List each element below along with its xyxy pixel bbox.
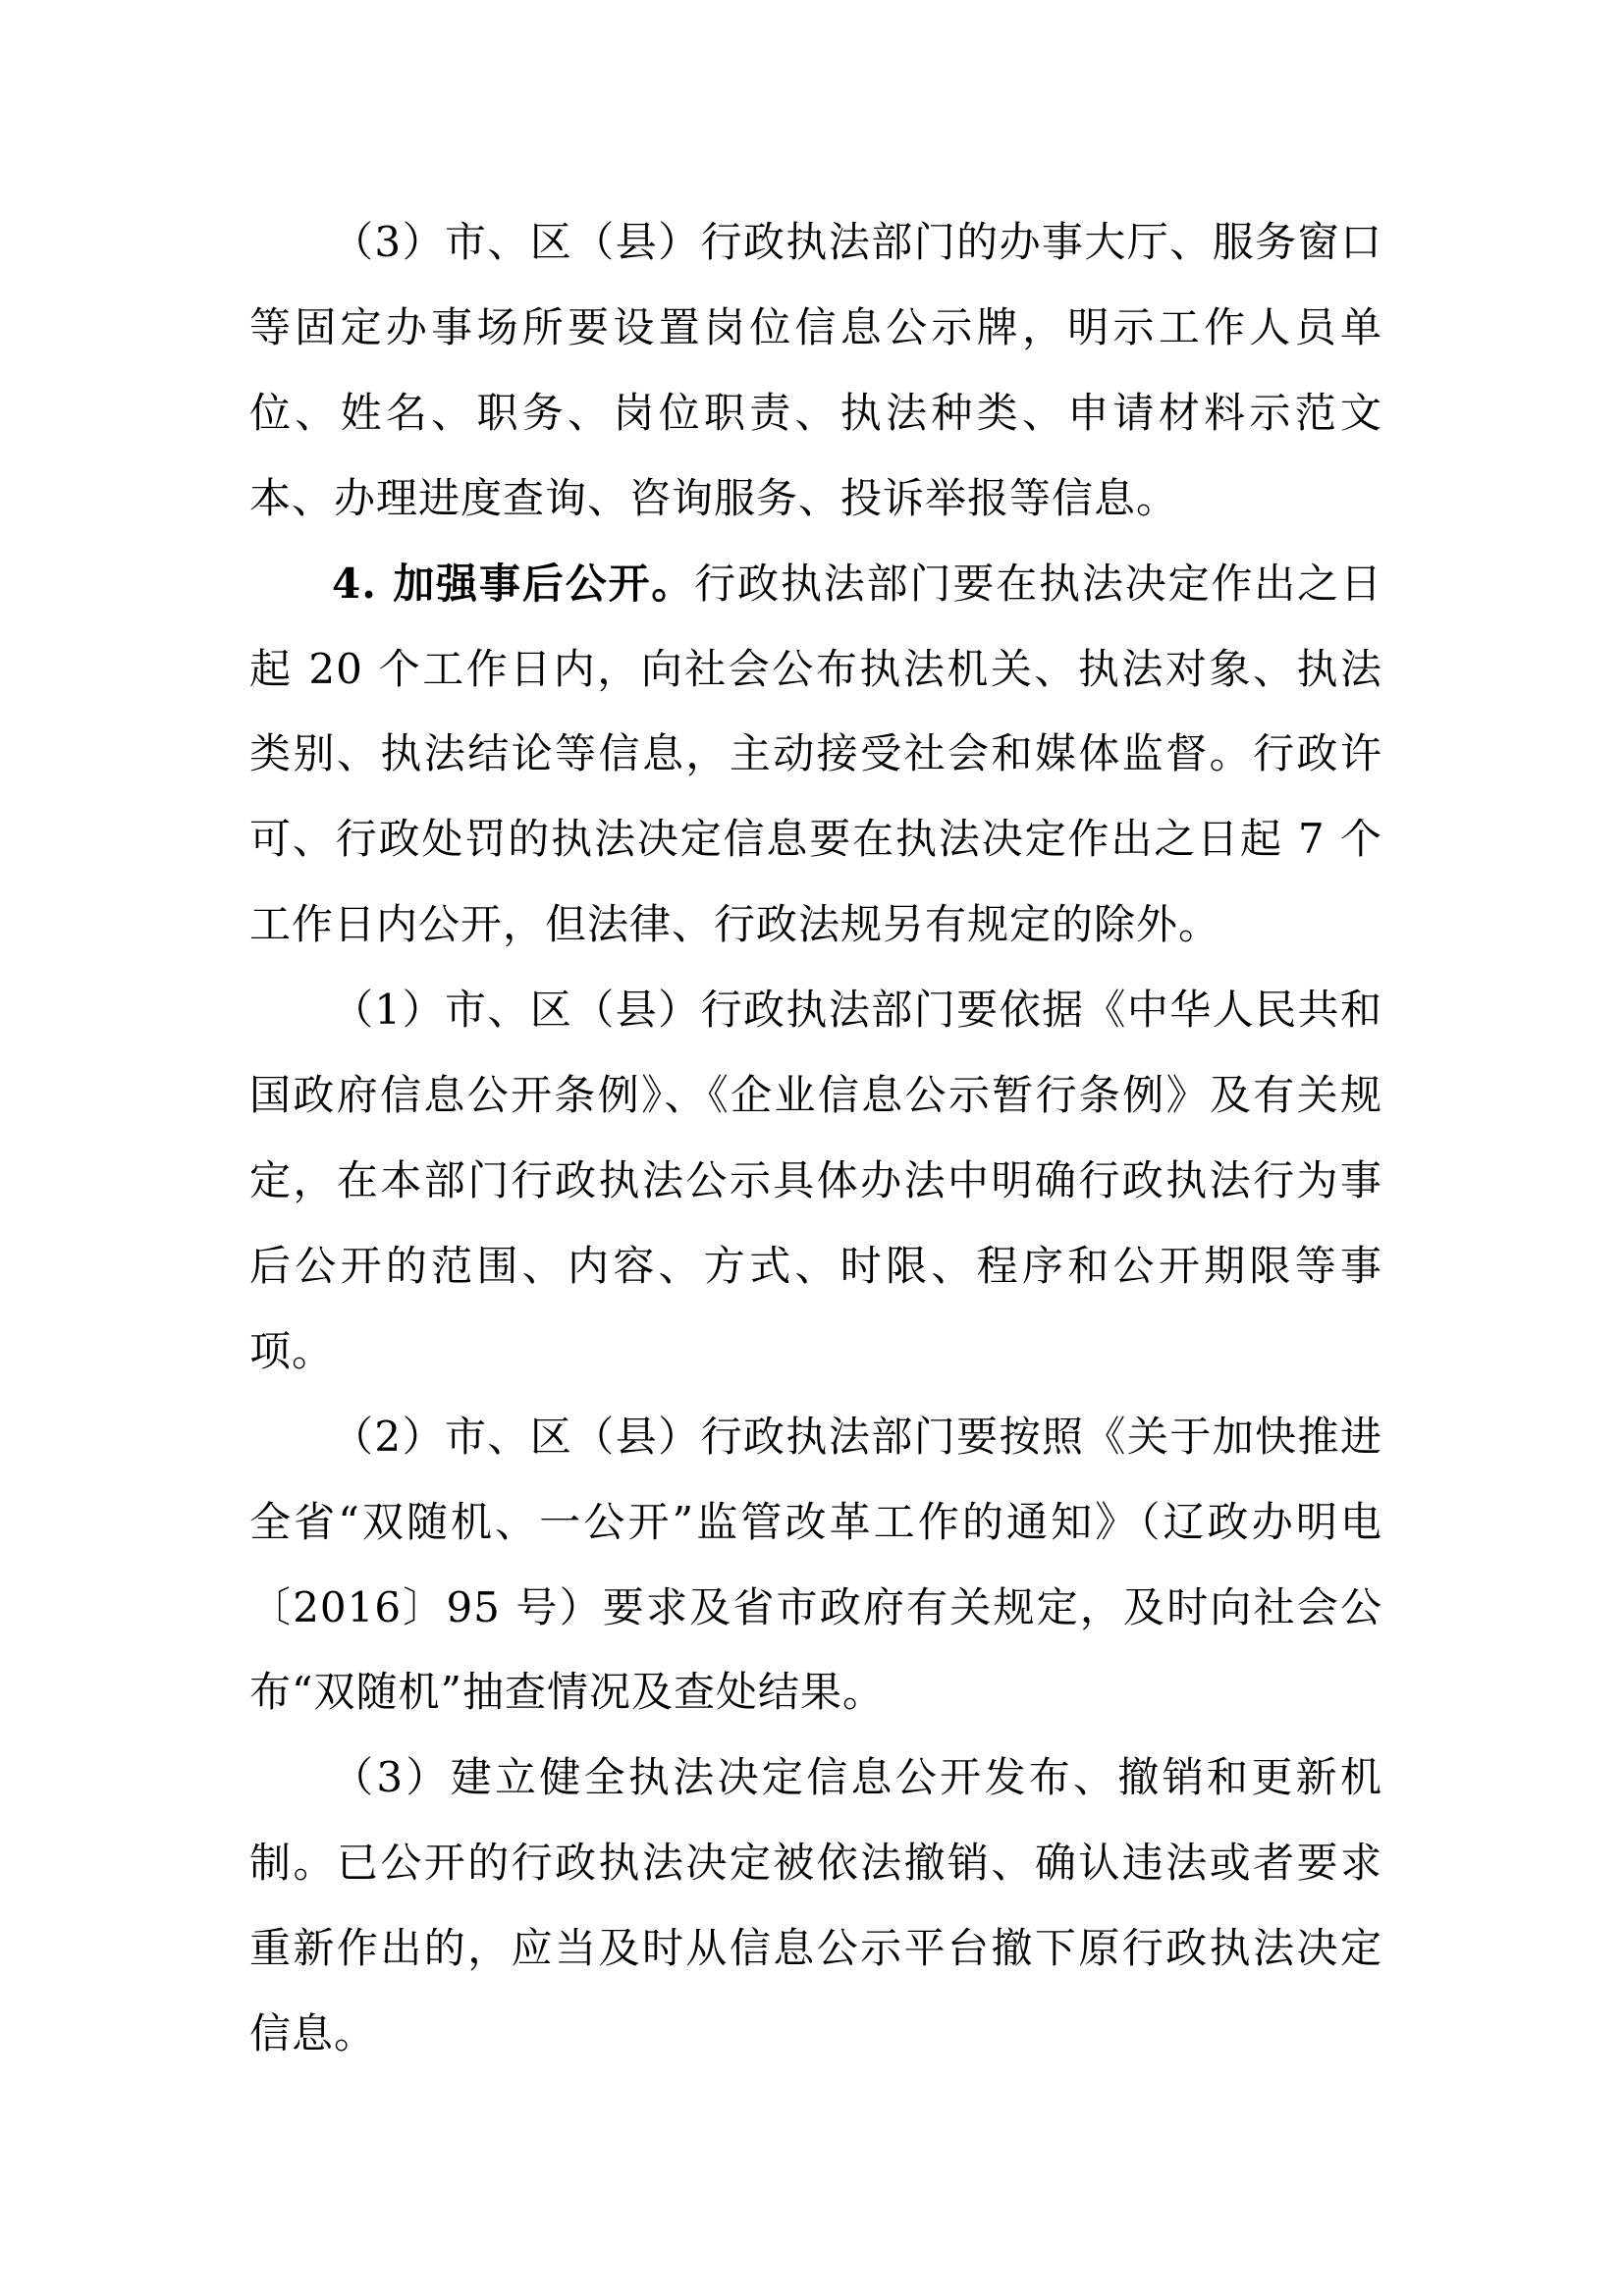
paragraph-text: 行政执法部门要在执法决定作出之日起 20 个工作日内，向社会公布执法机关、执法对象、执法类别、执法结论等信息，主动接受社会和媒体监督。行政许可、行政处罚的执法决定信息要在执法决定作出之日起 7 个工作日内公开，但法律、行政法规另有规定的除外。 bbox=[249, 559, 1382, 949]
paragraph-4-post-disclosure bbox=[249, 542, 1382, 969]
paragraph-text: （3）市、区（县）行政执法部门的办事大厅、服务窗口等固定办事场所要设置岗位信息公示牌，明示工作人员单位、姓名、职务、岗位职责、执法种类、申请材料示范文本、办理进度查询、咨询服务、投诉举报等信息。 bbox=[249, 218, 1382, 522]
paragraph-2-random-inspection bbox=[249, 1395, 1382, 1736]
paragraph-1-disclosure-scope bbox=[249, 968, 1382, 1395]
paragraph-text: （2）市、区（县）行政执法部门要按照《关于加快推进全省“双随机、一公开”监管改革工作的通知》（辽政办明电〔2016〕95 号）要求及省市政府有关规定，及时向社会公布“双随机”抽查情况及查处结果。 bbox=[249, 1412, 1382, 1717]
paragraph-text: （1）市、区（县）行政执法部门要依据《中华人民共和国政府信息公开条例》、《企业信息公示暂行条例》及有关规定，在本部门行政执法公示具体办法中明确行政执法行为事后公开的范围、内容、方式、时限、程序和公开期限等事项。 bbox=[249, 986, 1382, 1375]
section-heading: 4. 加强事后公开。 bbox=[332, 559, 695, 608]
paragraph-text: （3）建立健全执法决定信息公开发布、撤销和更新机制。已公开的行政执法决定被依法撤销、确认违法或者要求重新作出的，应当及时从信息公示平台撤下原行政执法决定信息。 bbox=[249, 1753, 1382, 2058]
paragraph-3-service-hall bbox=[249, 200, 1382, 542]
document-page bbox=[249, 200, 1382, 2077]
paragraph-3-update-mechanism bbox=[249, 1735, 1382, 2077]
